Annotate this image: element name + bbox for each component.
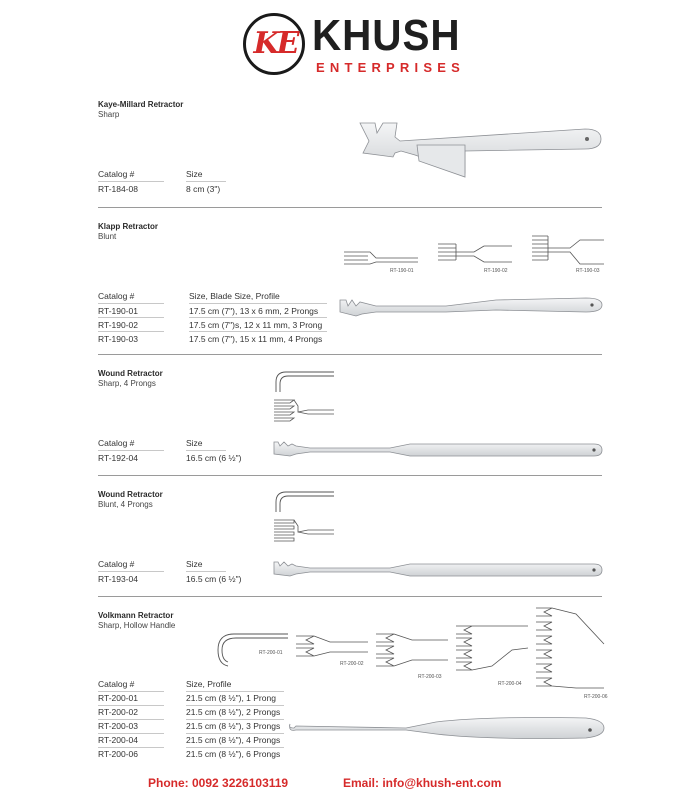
size-value: 17.5 cm (7"), 13 x 6 mm, 2 Prongs: [189, 306, 319, 316]
size-value: 21.5 cm (8 ½"), 4 Prongs: [186, 735, 281, 745]
wound-blunt-retractor-image: [270, 556, 606, 582]
volkmann-6-prong-profile: [532, 604, 608, 694]
catalog-code: RT-184-08: [98, 184, 139, 194]
size-value: 16.5 cm (6 ½"): [186, 574, 242, 584]
size-value: 17.5 cm (7")s, 12 x 11 mm, 3 Prong: [189, 320, 323, 330]
catalog-code: RT-190-03: [98, 334, 139, 344]
volkmann-2-prong-profile: [292, 630, 372, 664]
volkmann-3-prong-profile: [372, 630, 452, 674]
section-subtitle: Sharp: [98, 110, 120, 119]
klapp-3-prong-profile: [434, 240, 514, 270]
catalog-header: Catalog #: [98, 679, 135, 689]
image-label: RT-190-01: [390, 268, 414, 274]
catalog-code: RT-192-04: [98, 453, 139, 463]
catalog-code: RT-193-04: [98, 574, 139, 584]
image-label: RT-200-03: [418, 674, 442, 680]
section-title: Volkmann Retractor: [98, 611, 174, 620]
wound-sharp-retractor-image: [270, 436, 606, 462]
size-value: 21.5 cm (8 ½"), 3 Prongs: [186, 721, 281, 731]
section-subtitle: Sharp, Hollow Handle: [98, 621, 176, 630]
image-label: RT-200-04: [498, 681, 522, 687]
footer-phone: Phone: 0092 3226103119: [148, 776, 289, 790]
wound-sharp-hook-profile: [268, 366, 340, 430]
image-label: RT-200-01: [259, 650, 283, 656]
size-value: 21.5 cm (8 ½"), 6 Prongs: [186, 749, 281, 759]
brand-subtitle: ENTERPRISES: [316, 60, 465, 75]
section-divider: [98, 596, 602, 597]
section-subtitle: Blunt, 4 Prongs: [98, 500, 153, 509]
size-header: Size, Blade Size, Profile: [189, 291, 280, 301]
catalog-header: Catalog #: [98, 438, 135, 448]
section-title: Kaye-Millard Retractor: [98, 100, 184, 109]
kaye-millard-retractor-image: [355, 115, 605, 195]
section-divider: [98, 475, 602, 476]
catalog-header: Catalog #: [98, 559, 135, 569]
klapp-retractor-image: [336, 292, 606, 322]
size-value: 21.5 cm (8 ½"), 1 Prong: [186, 693, 276, 703]
brand-name: KHUSH: [312, 11, 461, 60]
section-title: Klapp Retractor: [98, 222, 159, 231]
section-divider: [98, 207, 602, 208]
volkmann-1-prong-profile: [212, 628, 290, 670]
section-subtitle: Blunt: [98, 232, 117, 241]
volkmann-retractor-image: [286, 712, 608, 744]
size-value: 16.5 cm (6 ½"): [186, 453, 242, 463]
catalog-header: Catalog #: [98, 169, 135, 179]
logo-mark: KE: [253, 26, 297, 61]
size-header: Size: [186, 169, 203, 179]
catalog-header: Catalog #: [98, 291, 135, 301]
section-title: Wound Retractor: [98, 369, 163, 378]
catalog-code: RT-190-02: [98, 320, 139, 330]
section-subtitle: Sharp, 4 Prongs: [98, 379, 156, 388]
klapp-4-prong-profile: [528, 232, 608, 272]
size-header: Size: [186, 559, 203, 569]
size-header: Size, Profile: [186, 679, 232, 689]
catalog-code: RT-200-04: [98, 735, 139, 745]
catalog-code: RT-200-02: [98, 707, 139, 717]
size-header: Size: [186, 438, 203, 448]
image-label: RT-190-03: [576, 268, 600, 274]
catalog-code: RT-200-03: [98, 721, 139, 731]
footer-email[interactable]: Email: info@khush-ent.com: [343, 776, 502, 790]
image-label: RT-200-06: [584, 694, 608, 700]
volkmann-4-prong-profile: [452, 622, 530, 678]
size-value: 17.5 cm (7"), 15 x 11 mm, 4 Prongs: [189, 334, 323, 344]
catalog-code: RT-200-01: [98, 693, 139, 703]
catalog-code: RT-190-01: [98, 306, 139, 316]
catalog-code: RT-200-06: [98, 749, 139, 759]
size-value: 21.5 cm (8 ½"), 2 Prongs: [186, 707, 281, 717]
section-divider: [98, 354, 602, 355]
image-label: RT-190-02: [484, 268, 508, 274]
image-label: RT-200-02: [340, 661, 364, 667]
section-title: Wound Retractor: [98, 490, 163, 499]
size-value: 8 cm (3"): [186, 184, 221, 194]
wound-blunt-hook-profile: [268, 486, 340, 550]
